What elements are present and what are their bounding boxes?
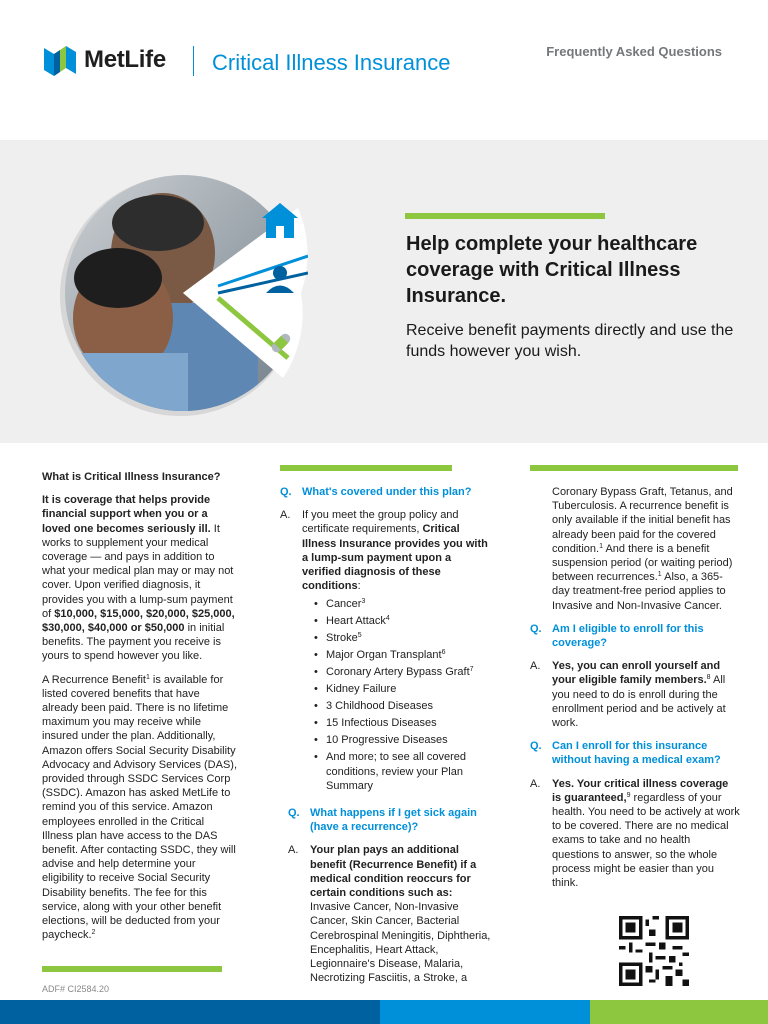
answer-recurrence: A. Your plan pays an additional benefit (Recurrence Benefit) if a medical condition reoccurs for certain conditions such as: Invasive Cancer, Non-Invasive Cancer, Skin Cancer, Bacterial Cerebrospinal Meningitis, Diphtheria, Encephalitis, Heart Attack, Legionnaire's Disease, Malaria, Necrotizing Fasciitis, a Stroke, a (288, 844, 491, 985)
qr-code[interactable] (619, 916, 689, 986)
intro-paragraph: It is coverage that helps provide financial support when you or a loved one becomes seriously ill. It works to supplement your medical coverage — and pays in addition to what your medical plan may or may not cover. Upon verified diagnosis, it provides you with a lump-sum payment of $10,000, $15,000, $20,000, $25,000, $30,000, $40,000 or $50,000 in initial benefits. The payment you receive is yours to spend however you like. (42, 494, 235, 663)
hero-subhead: Receive benefit payments directly and use the funds however you wish. (406, 322, 734, 360)
recurrence-paragraph: A Recurrence Benefit$^1$ is available for listed covered benefits that have already been paid. There is no lifetime maximum you may receive while insured under the plan. Additionally, Amazon offers Social Security Disability Advocacy and Advisory Services (DAS), provided through SSDC Services Corp (SSDC). Amazon has asked MetLife to remind you of this service. Amazon employees enrolled in the Critical Illness plan have access to the DAS benefit. After contacting SSDC, they will advise and help determine your eligibility to receive Social Security Disability benefits. The fee for this service, along with your other benefit elections, will be deducted from your paycheck.$^2$ (42, 673, 238, 942)
page-header (0, 0, 768, 140)
metlife-logo (44, 44, 166, 76)
answer-covered: A. If you meet the group policy and certificate requirements, Critical Illness Insurance provides you with a lump-sum payment upon a verified diagnosis of these conditions: • Cancer$^3$ • Heart Attack$^4$ • Stroke$^5$ • Major Organ Transplant$^6$ • Coronary Artery Bypass Graft$^7$ • Kidney Failure • 3 Childhood Diseases • 15 Infectious Diseases • 10 Progressive Diseases • And more; to see all covered conditions, review your Plan Summary (280, 508, 492, 797)
header-divider (193, 46, 194, 76)
question-recurrence: Q. What happens if I get sick again (have a recurrence)? (288, 807, 477, 834)
hero-photo-graphic (58, 168, 308, 418)
list-item: • Heart Attack$^4$ (314, 614, 492, 628)
question-eligible: Q. Am I eligible to enroll for this coverage? (530, 622, 704, 650)
house-icon (262, 203, 298, 238)
column-accent-bar (530, 465, 738, 471)
answer-eligible: A. Yes, you can enroll yourself and your eligible family members.$^8$ All you need to do is enroll during the enrollment period and be actively at work. (530, 660, 726, 730)
footer-segment-navy (0, 1000, 380, 1024)
conditions-list (314, 597, 492, 793)
list-item: • Major Organ Transplant$^6$ (314, 648, 492, 662)
column-intro (42, 470, 238, 952)
column-faq-2 (530, 465, 740, 899)
list-item: • Coronary Artery Bypass Graft$^7$ (314, 665, 492, 679)
footer-segment-green (590, 1000, 768, 1024)
list-item: • 10 Progressive Diseases (314, 733, 492, 747)
list-item: • Cancer$^3$ (314, 597, 492, 611)
section-title: What is Critical Illness Insurance? (42, 471, 221, 483)
faq-label: Frequently Asked Questions (546, 44, 722, 59)
hero-accent-bar (405, 213, 605, 219)
column-accent-bar (42, 966, 222, 972)
list-item: • Stroke$^5$ (314, 631, 492, 645)
footer-stripe (0, 1000, 768, 1024)
list-item: • Kidney Failure (314, 682, 492, 696)
question-medical-exam: Q. Can I enroll for this insurance without having a medical exam? (530, 740, 721, 767)
column-accent-bar (280, 465, 452, 471)
column-faq-1 (280, 465, 492, 994)
adf-number: ADF# CI2584.20 (42, 984, 110, 994)
footer-segment-blue (380, 1000, 590, 1024)
recurrence-continued: Coronary Bypass Graft, Tetanus, and Tuberculosis. A recurrence benefit is only available if the initial benefit has already been paid for the covered condition.$^1$ And there is a benefit suspension period (or waiting period) between recurrences.$^1$ Also, a 365-day treatment-free period applies to Invasive and Non-Invasive Cancer. (552, 486, 733, 612)
hero-headline: Help complete your healthcare coverage with Critical Illness Insurance. (406, 233, 698, 307)
question-covered: Q. What's covered under this plan? (280, 486, 472, 498)
list-item: • 3 Childhood Diseases (314, 699, 492, 713)
list-item: • 15 Infectious Diseases (314, 716, 492, 730)
metlife-logo-icon (44, 44, 76, 76)
list-item: • And more; to see all covered conditions, review your Plan Summary (314, 750, 492, 793)
product-title: Critical Illness Insurance (212, 50, 451, 75)
hero-banner (0, 140, 768, 443)
logo-text: MetLife (84, 46, 166, 73)
answer-medical-exam: A. Yes. Your critical illness coverage is guaranteed,$^9$ regardless of your health. You need to be actively at work to be covered. There are no medical exams to take and no health questions to answer, so the whole process might be easier than you think. (530, 777, 740, 890)
